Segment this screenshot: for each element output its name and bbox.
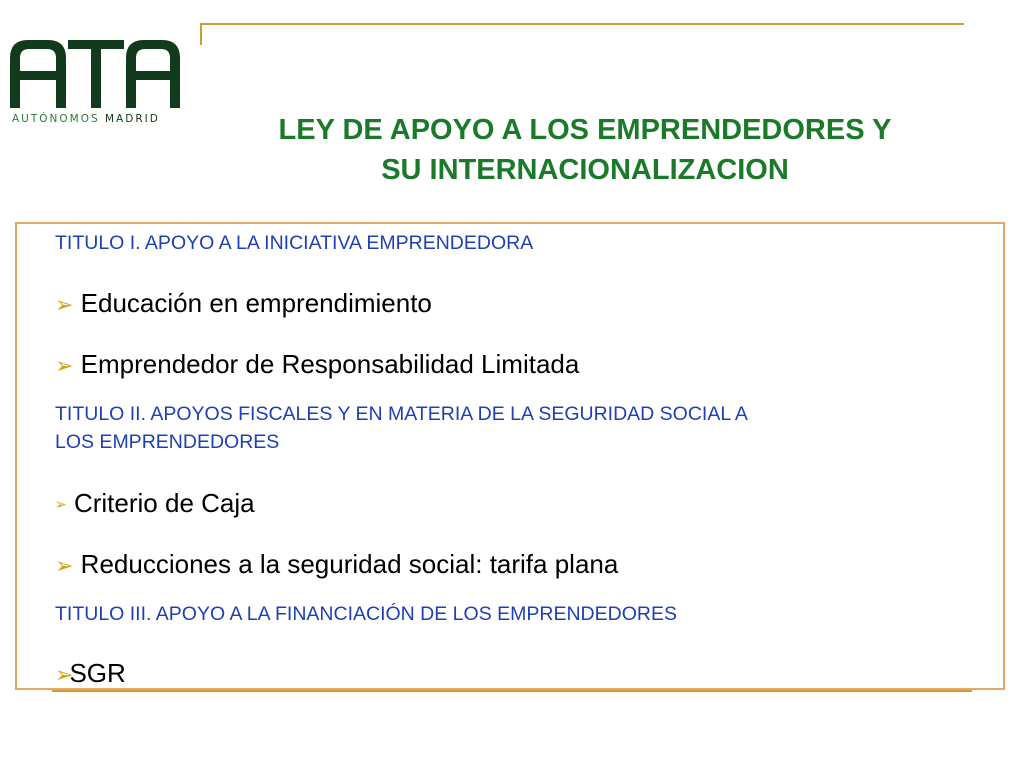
titulo-2-line1: TITULO II. APOYOS FISCALES Y EN MATERIA DE LA SEGURIDAD SOCIAL A	[55, 403, 748, 425]
list-item-emprendedor	[55, 347, 579, 383]
logo-subtitle	[12, 113, 184, 125]
list-item-sgr	[55, 656, 126, 692]
bottom-rule	[52, 690, 972, 692]
titulo-3-heading: TITULO III. APOYO A LA FINANCIACIÓN DE LOS EMPRENDEDORES	[55, 603, 677, 625]
list-item-label: Emprendedor de Responsabilidad Limitada	[80, 349, 580, 379]
logo-subtitle-madrid: MADRID	[105, 113, 160, 125]
top-rule	[200, 23, 964, 25]
logo-subtitle-autonomos: AUTÓNOMOS	[12, 113, 100, 125]
titulo-1-heading: TITULO I. APOYO A LA INICIATIVA EMPRENDEDORA	[55, 232, 534, 254]
arrow-bullet-icon: ➢	[55, 353, 74, 378]
slide-title-line1: LEY DE APOYO A LOS EMPRENDEDORES Y	[278, 114, 892, 146]
list-item-criterio-caja	[55, 486, 255, 521]
list-item-reducciones	[55, 547, 618, 583]
arrow-bullet-icon: ➢	[55, 496, 67, 512]
top-rule-corner	[200, 23, 202, 45]
titulo-2-line2: LOS EMPRENDEDORES	[55, 431, 280, 453]
ata-logo	[10, 36, 182, 132]
list-item-label: SGR	[69, 658, 126, 688]
list-item-label: Educación en emprendimiento	[80, 288, 432, 318]
slide-title-line2: SU INTERNACIONALIZACION	[381, 154, 789, 186]
ata-logo-mark	[10, 36, 182, 112]
list-item-label: Reducciones a la seguridad social: tarifa plana	[80, 549, 619, 579]
titulo-2-heading	[55, 400, 748, 456]
list-item-educacion	[55, 286, 432, 322]
list-item-label: Criterio de Caja	[73, 488, 255, 518]
arrow-bullet-icon: ➢	[55, 662, 74, 687]
arrow-bullet-icon: ➢	[55, 553, 74, 578]
arrow-bullet-icon: ➢	[55, 292, 74, 317]
slide-title	[200, 110, 970, 190]
